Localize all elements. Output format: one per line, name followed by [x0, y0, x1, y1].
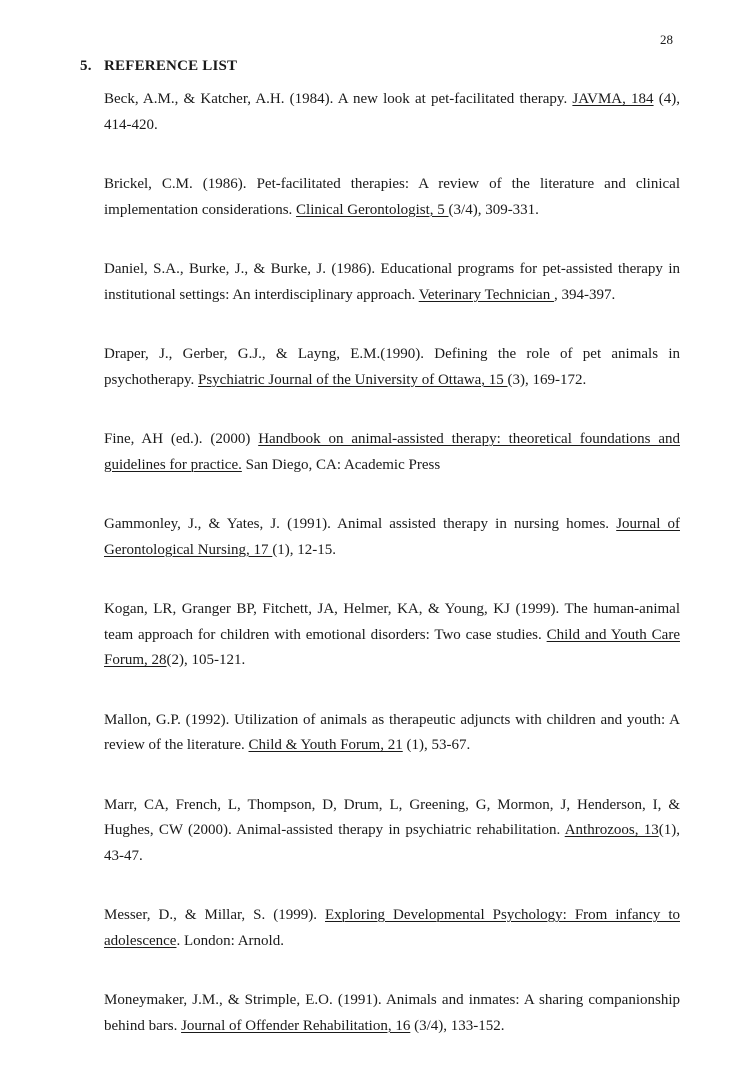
- section-title: REFERENCE LIST: [104, 58, 238, 74]
- source-title: Child & Youth Forum, 21: [248, 737, 403, 753]
- source-title: Clinical Gerontologist, 5: [296, 201, 449, 218]
- reference-entry: Brickel, C.M. (1986). Pet-facilitated therapies: A review of the literature and clinical implementation considerations. Clinical Gerontologist, 5 (3/4), 309-331.: [104, 176, 680, 218]
- reference-entry: Moneymaker, J.M., & Strimple, E.O. (1991). Animals and inmates: A sharing companionship behind bars. Journal of Offender Rehabilitation, 16 (3/4), 133-152.: [104, 992, 680, 1034]
- source-title: Journal of Offender Rehabilitation, 16: [181, 1017, 411, 1034]
- source-title: Exploring Developmental Psychology: From infancy to adolescence: [104, 907, 680, 949]
- section-number: 5.: [80, 58, 92, 74]
- source-title: Anthrozoos, 13: [564, 822, 659, 838]
- reference-entry: Messer, D., & Millar, S. (1999). Exploring Developmental Psychology: From infancy to adolescence. London: Arnold.: [104, 907, 680, 949]
- reference-entry: Marr, CA, French, L, Thompson, D, Drum, L, Greening, G, Mormon, J, Henderson, I, & Hughes, CW (2000). Animal-assisted therapy in psychiatric rehabilitation. Anthrozoos, 13(1), 43-47.: [104, 796, 680, 864]
- source-title: Psychiatric Journal of the University of Ottawa, 15: [198, 371, 508, 388]
- reference-entry: Beck, A.M., & Katcher, A.H. (1984). A new look at pet-facilitated therapy. JAVMA, 184 (4), 414-420.: [104, 91, 680, 133]
- reference-entry: Gammonley, J., & Yates, J. (1991). Animal assisted therapy in nursing homes. Journal of Gerontological Nursing, 17 (1), 12-15.: [104, 516, 680, 558]
- section-heading: [80, 58, 237, 75]
- source-title: Veterinary Technician: [418, 286, 554, 303]
- reference-entry: Draper, J., Gerber, G.J., & Layng, E.M.(1990). Defining the role of pet animals in psychotherapy. Psychiatric Journal of the University of Ottawa, 15 (3), 169-172.: [104, 346, 680, 388]
- source-title: Journal of Gerontological Nursing, 17: [104, 516, 680, 558]
- page-number: 28: [660, 32, 673, 47]
- reference-list: [104, 87, 680, 1039]
- reference-entry: Daniel, S.A., Burke, J., & Burke, J. (1986). Educational programs for pet-assisted therapy in institutional settings: An interdisciplinary approach. Veterinary Technician , 394-397.: [104, 261, 680, 303]
- reference-entry: Mallon, G.P. (1992). Utilization of animals as therapeutic adjuncts with children and youth: A review of the literature. Child & Youth Forum, 21 (1), 53-67.: [104, 711, 680, 753]
- source-title: Child and Youth Care Forum, 28: [104, 626, 680, 668]
- source-title: JAVMA, 184: [572, 91, 654, 107]
- reference-entry: Kogan, LR, Granger BP, Fitchett, JA, Helmer, KA, & Young, KJ (1999). The human-animal team approach for children with emotional disorders: Two case studies. Child and Youth Care Forum, 28(2), 105-121.: [104, 601, 680, 668]
- reference-entry: Fine, AH (ed.). (2000) Handbook on animal-assisted therapy: theoretical foundations and guidelines for practice. San Diego, CA: Academic Press: [104, 431, 680, 473]
- source-title: Handbook on animal-assisted therapy: theoretical foundations and guidelines for practice.: [104, 431, 680, 473]
